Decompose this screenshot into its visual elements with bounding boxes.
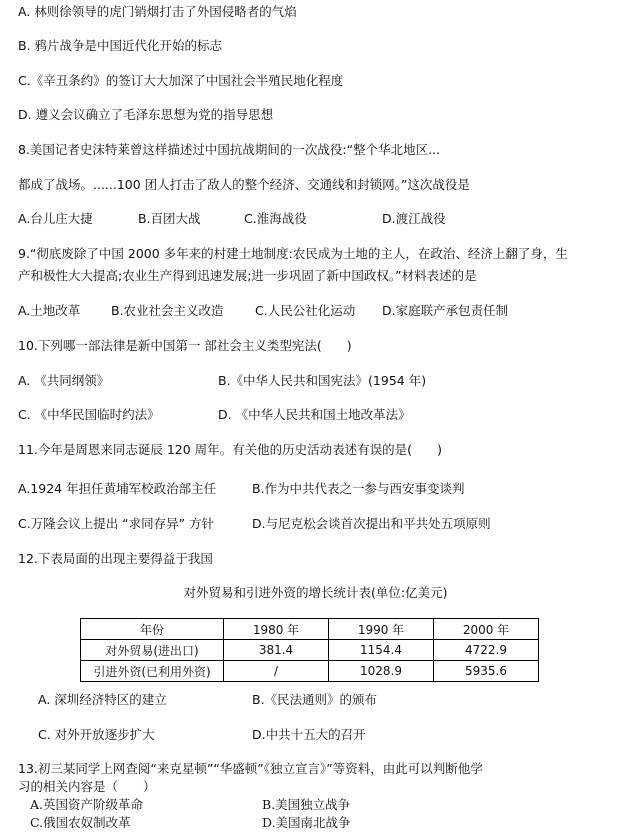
q12-option-b: B.《民法通则》的颁布 <box>252 692 378 707</box>
q8-stem-line-2: 都成了战场。......100 团人打击了敌人的整个经济、交通线和封锁网。”这次战役是 <box>18 177 470 192</box>
table-cell: / <box>224 661 329 682</box>
q7-option-a: A. 林则徐领导的虎门销烟打击了外国侵略者的气焰 <box>18 4 297 19</box>
q12-table-caption: 对外贸易和引进外资的增长统计表(单位:亿美元) <box>183 585 448 600</box>
q12-stats-table <box>80 618 539 682</box>
q9-option-c: C.人民公社化运动 <box>255 303 356 318</box>
q8-stem-line-1: 8.美国记者史沫特莱曾这样描述过中国抗战期间的一次战役:“整个华北地区... <box>18 142 441 157</box>
q9-stem-line-2: 产和极性大大提高;农业生产得到迅速发展;进一步巩固了新中国政权。”材料表述的是 <box>18 268 477 283</box>
q13-stem-line-2: 习的相关内容是（ ） <box>18 779 156 794</box>
q11-option-d: D.与尼克松会谈首次提出和平共处五项原则 <box>252 516 491 531</box>
q8-option-d: D.渡江战役 <box>382 211 446 226</box>
q7-option-d: D. 遵义会议确立了毛泽东思想为党的指导思想 <box>18 107 274 122</box>
q10-option-a: A. 《共同纲领》 <box>18 373 110 388</box>
q12-stem: 12.下表局面的出现主要得益于我国 <box>18 551 213 566</box>
q12-option-c: C. 对外开放逐步扩大 <box>38 727 155 742</box>
q12-option-a: A. 深圳经济特区的建立 <box>38 692 167 707</box>
q7-option-b: B. 鸦片战争是中国近代化开始的标志 <box>18 38 223 53</box>
q9-option-d: D.家庭联产承包责任制 <box>382 303 509 318</box>
table-header-cell: 1990 年 <box>329 619 434 640</box>
table-cell: 381.4 <box>224 640 329 661</box>
table-cell: 1154.4 <box>329 640 434 661</box>
q10-stem: 10.下列哪一部法律是新中国第一 部社会主义类型宪法( ) <box>18 338 352 353</box>
q8-option-a: A.台儿庄大捷 <box>18 211 93 226</box>
q11-option-b: B.作为中共代表之一参与西安事变谈判 <box>252 481 465 496</box>
table-row <box>81 661 539 682</box>
table-cell: 对外贸易(进出口) <box>81 640 224 661</box>
q11-stem: 11.今年是周恩来同志诞辰 120 周年。有关他的历史活动表述有误的是( ) <box>18 442 442 457</box>
q11-option-c: C.万隆会议上提出 “求同存异” 方针 <box>18 516 215 531</box>
q7-option-c: C.《辛丑条约》的签订大大加深了中国社会半殖民地化程度 <box>18 73 344 88</box>
table-row <box>81 640 539 661</box>
q13-option-a: A.英国资产阶级革命 <box>30 797 144 812</box>
table-header-cell: 1980 年 <box>224 619 329 640</box>
q9-option-a: A.土地改革 <box>18 303 81 318</box>
q13-option-b: B.美国独立战争 <box>262 797 351 812</box>
table-header-cell: 年份 <box>81 619 224 640</box>
table-cell: 4722.9 <box>434 640 539 661</box>
table-cell: 5935.6 <box>434 661 539 682</box>
q9-option-b: B.农业社会主义改造 <box>111 303 224 318</box>
q12-option-d: D.中共十五大的召开 <box>252 727 366 742</box>
q11-option-a: A.1924 年担任黄埔军校政治部主任 <box>18 481 217 496</box>
q10-option-c: C. 《中华民国临时约法》 <box>18 407 160 422</box>
q8-option-c: C.淮海战役 <box>244 211 307 226</box>
q13-stem-line-1: 13.初三某同学上网查阅“来克星顿”“华盛顿”《独立宣言》”等资料，由此可以判断他学 <box>18 761 483 776</box>
table-header-cell: 2000 年 <box>434 619 539 640</box>
table-header-row <box>81 619 539 640</box>
q9-stem-line-1: 9.“彻底废除了中国 2000 多年来的村建土地制度:农民成为土地的主人，在政治、经济上翻了身，生 <box>18 246 568 261</box>
q8-option-b: B.百团大战 <box>138 211 201 226</box>
q10-option-b: B.《中华人民共和国宪法》(1954 年) <box>218 373 427 388</box>
table-cell: 1028.9 <box>329 661 434 682</box>
q13-option-d: D.美国南北战争 <box>262 815 351 830</box>
table-cell: 引进外资(已利用外资) <box>81 661 224 682</box>
q10-option-d: D. 《中华人民共和国土地改革法》 <box>218 407 411 422</box>
q13-option-c: C.俄国农奴制改革 <box>30 815 131 830</box>
